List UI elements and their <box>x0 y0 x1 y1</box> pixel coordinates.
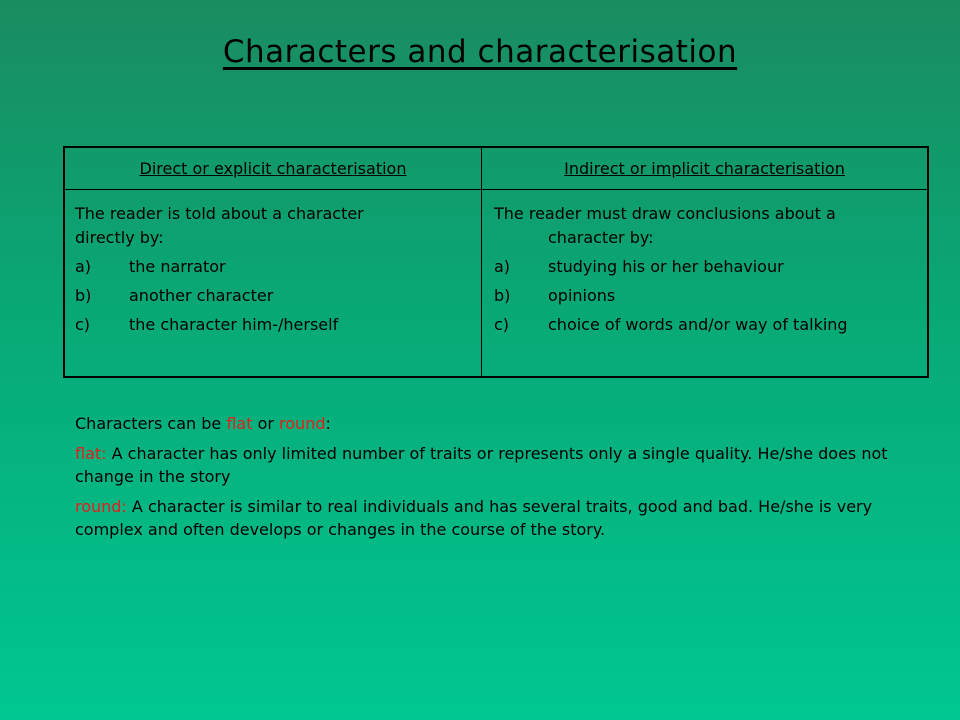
characterisation-table <box>63 146 929 378</box>
round-definition <box>75 496 895 541</box>
direct-intro-line2: directly by: <box>75 228 164 247</box>
round-word: round <box>279 414 326 433</box>
list-item-text: another character <box>129 286 274 305</box>
list-item <box>494 284 927 308</box>
round-label: round: <box>75 497 127 517</box>
list-item-label: c) <box>494 315 510 334</box>
table-header-direct: Direct or explicit characterisation <box>65 148 482 190</box>
list-item-text: the narrator <box>129 257 226 276</box>
list-item <box>494 313 927 337</box>
list-item-text: studying his or her behaviour <box>548 257 784 276</box>
table-header-indirect: Indirect or implicit characterisation <box>482 148 927 190</box>
or-word: or <box>252 414 280 433</box>
flat-text: A character has only limited number of traits or represents only a single quality. He/she does not change in the story <box>75 444 888 486</box>
list-item-label: a) <box>75 257 92 276</box>
list-item-label: b) <box>75 286 92 305</box>
notes-section <box>75 413 895 549</box>
list-item-label: b) <box>494 286 511 305</box>
list-item <box>75 313 481 337</box>
direct-intro-line1: The reader is told about a character <box>75 204 364 223</box>
flat-word: flat <box>226 414 253 433</box>
list-item-label: c) <box>75 315 91 334</box>
list-item <box>494 255 927 279</box>
page-title: Characters and characterisation <box>222 34 738 70</box>
indirect-intro: The reader must draw conclusions about a character by: <box>494 204 836 247</box>
intro-colon: : <box>325 414 331 433</box>
intro-prefix: Characters can be <box>75 414 227 433</box>
indirect-cell <box>482 190 927 376</box>
flat-round-intro <box>75 413 895 435</box>
list-item-label: a) <box>494 257 511 276</box>
direct-cell <box>65 190 482 376</box>
list-item-text: the character him-/herself <box>129 315 339 334</box>
list-item-text: opinions <box>548 286 616 305</box>
list-item <box>75 284 481 308</box>
round-text: A character is similar to real individuals and has several traits, good and bad. He/she is very complex and often develops or changes in the course of the story. <box>75 497 873 539</box>
list-item <box>75 255 481 279</box>
flat-label: flat: <box>75 444 107 464</box>
flat-definition <box>75 443 895 488</box>
list-item-text: choice of words and/or way of talking <box>548 315 848 334</box>
